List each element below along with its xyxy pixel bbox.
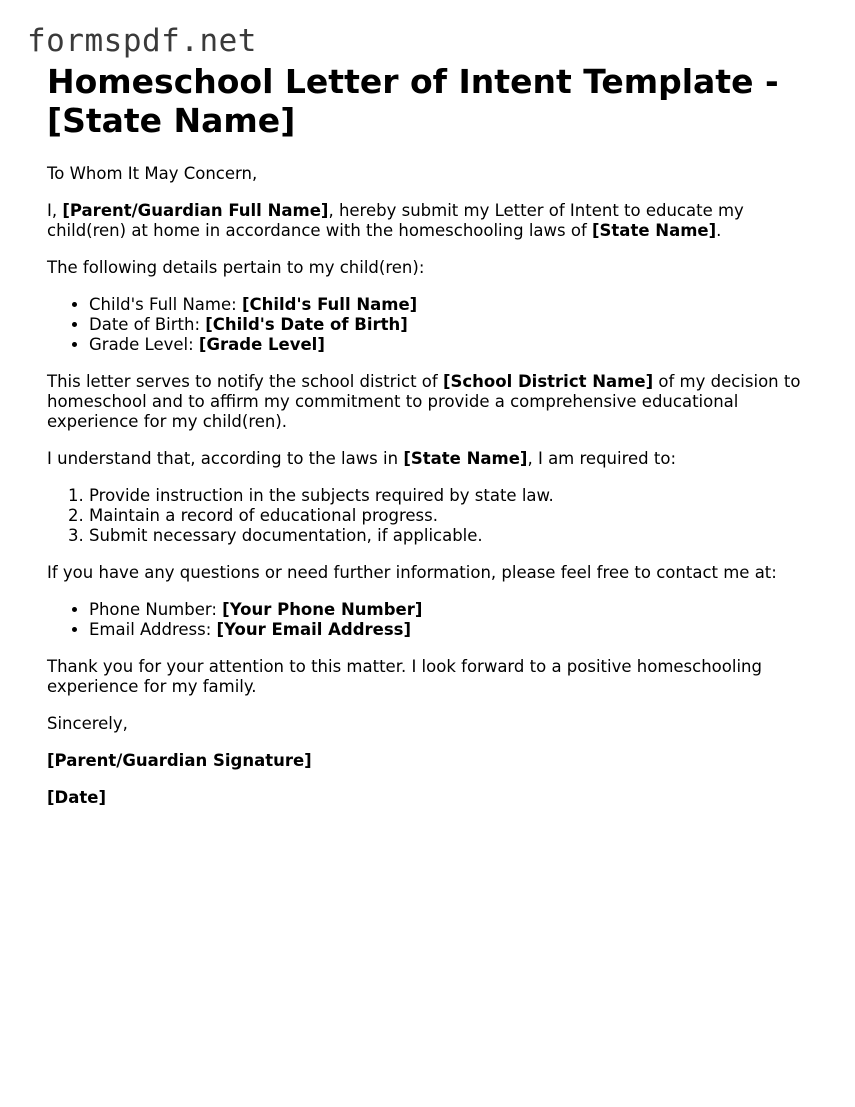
phone-placeholder: [Your Phone Number] bbox=[222, 600, 423, 619]
contact-intro: If you have any questions or need further information, please feel free to contact me at: bbox=[47, 563, 777, 582]
date-text: [Date] bbox=[47, 788, 106, 807]
date-placeholder bbox=[47, 788, 822, 808]
understand-text-1: I understand that, according to the laws in bbox=[47, 449, 404, 468]
intro-text-3: . bbox=[716, 221, 722, 240]
page-title: Homeschool Letter of Intent Template - [State Name] bbox=[47, 62, 779, 140]
child-name-placeholder: [Child's Full Name] bbox=[241, 295, 418, 314]
notify-paragraph bbox=[47, 372, 822, 432]
birth-date-label: Date of Birth: bbox=[89, 315, 206, 334]
parent-name-placeholder: [Parent/Guardian Full Name] bbox=[62, 201, 329, 220]
watermark-logo: formspdf.net bbox=[27, 23, 257, 59]
state-name-placeholder-2: [State Name] bbox=[403, 449, 528, 468]
intro-text-1: I, bbox=[47, 201, 63, 220]
understand-text-2: , I am required to: bbox=[527, 449, 677, 468]
birth-date-placeholder: [Child's Date of Birth] bbox=[205, 315, 408, 334]
email-label: Email Address: bbox=[89, 620, 217, 639]
grade-level-placeholder: [Grade Level] bbox=[198, 335, 325, 354]
notify-text-1: This letter serves to notify the school district of bbox=[47, 372, 443, 391]
list-item bbox=[89, 600, 822, 620]
email-placeholder: [Your Email Address] bbox=[216, 620, 412, 639]
contact-list bbox=[47, 600, 822, 640]
closing: Sincerely, bbox=[47, 714, 128, 733]
list-item bbox=[89, 620, 822, 640]
understand-paragraph bbox=[47, 449, 822, 469]
intro-paragraph bbox=[47, 201, 822, 241]
intro-text-2: , hereby submit my Letter of Intent to educate my child(ren) at home in accordance with the homeschooling laws of bbox=[47, 201, 744, 240]
list-item: 3. Submit necessary documentation, if applicable. bbox=[89, 526, 822, 546]
list-item bbox=[89, 295, 822, 315]
letter-document bbox=[47, 62, 822, 825]
list-item: 1. Provide instruction in the subjects required by state law. bbox=[89, 486, 822, 506]
salutation: To Whom It May Concern, bbox=[47, 164, 258, 183]
thanks-paragraph: Thank you for your attention to this matter. I look forward to a positive homeschooling experience for my family. bbox=[47, 657, 762, 696]
notify-text-2: of my decision to homeschool and to affirm my commitment to provide a comprehensive educational experience for my child(ren). bbox=[47, 372, 801, 431]
grade-level-label: Grade Level: bbox=[89, 335, 199, 354]
child-details-list bbox=[47, 295, 822, 355]
state-name-placeholder: [State Name] bbox=[592, 221, 717, 240]
list-item: 2. Maintain a record of educational progress. bbox=[89, 506, 822, 526]
child-name-label: Child's Full Name: bbox=[89, 295, 242, 314]
signature-placeholder bbox=[47, 751, 822, 771]
list-item bbox=[89, 335, 822, 355]
school-district-placeholder: [School District Name] bbox=[442, 372, 654, 391]
details-intro: The following details pertain to my child(ren): bbox=[47, 258, 425, 277]
list-item bbox=[89, 315, 822, 335]
signature-text: [Parent/Guardian Signature] bbox=[47, 751, 312, 770]
requirements-list bbox=[47, 486, 822, 546]
phone-label: Phone Number: bbox=[89, 600, 223, 619]
